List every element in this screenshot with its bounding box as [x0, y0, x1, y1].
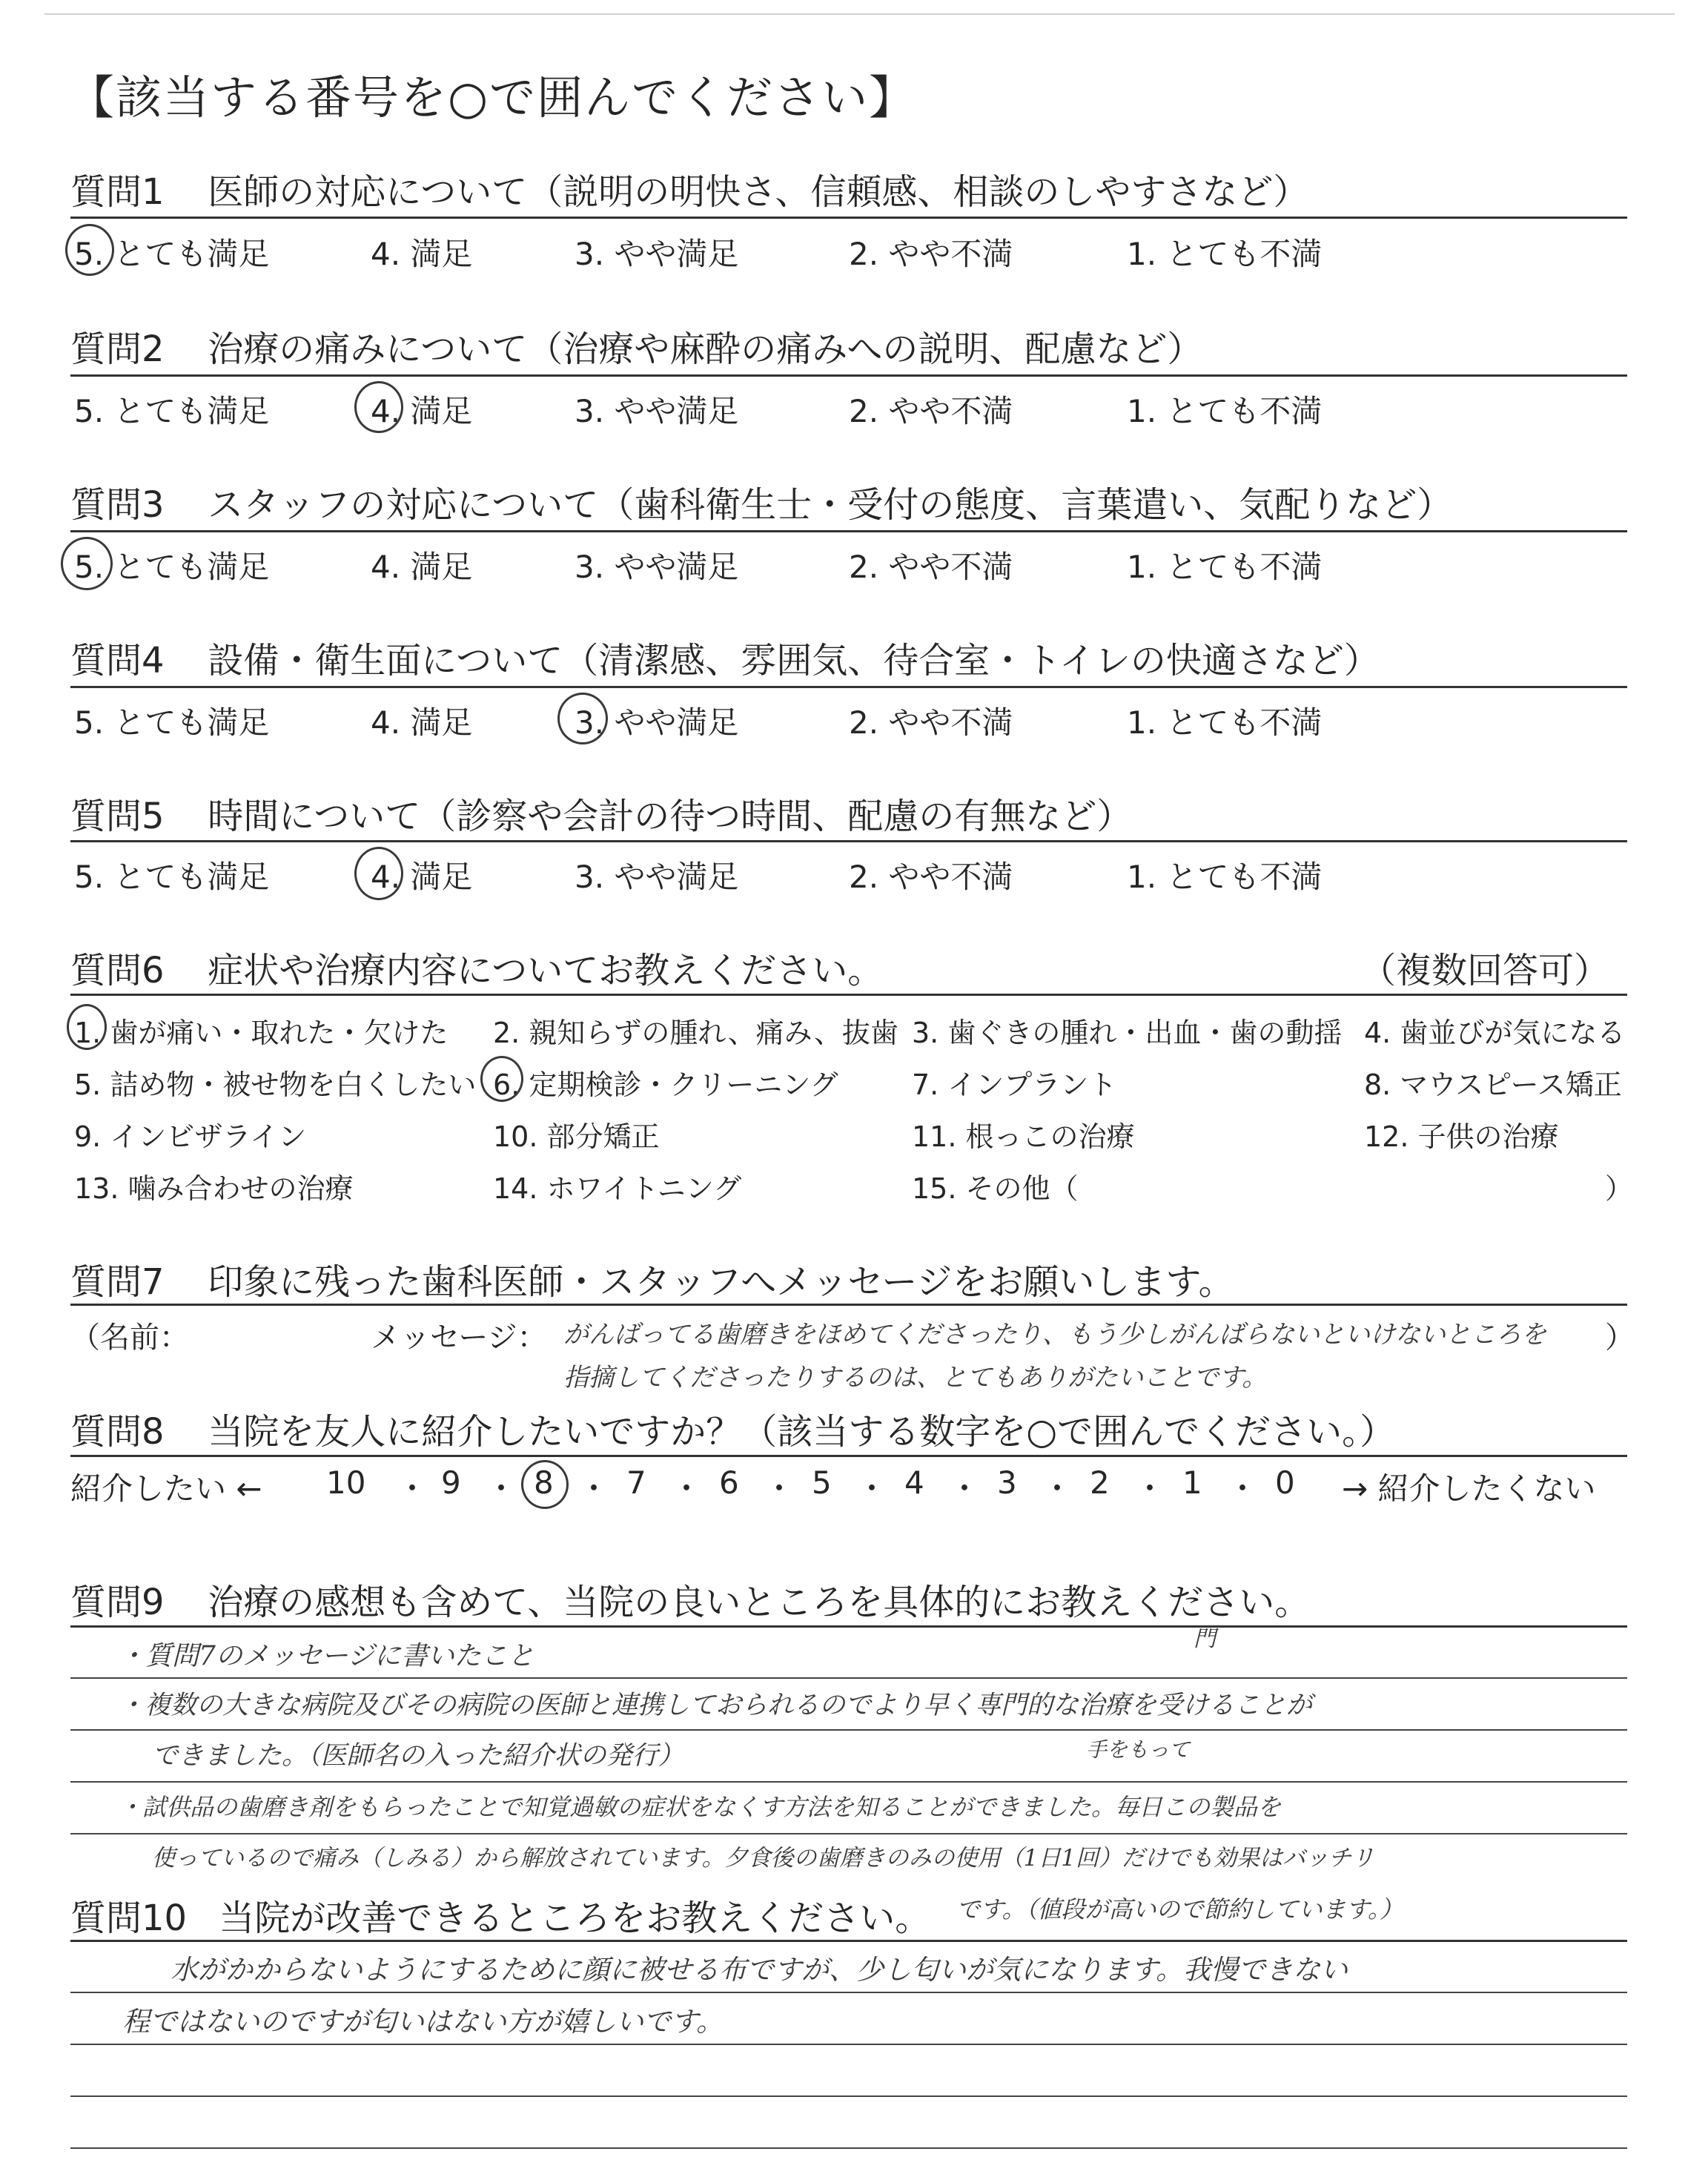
symptom-option-9[interactable]: 9. インビザライン: [74, 1120, 307, 1153]
symptom-option-8[interactable]: 8. マウスピース矯正: [1364, 1069, 1622, 1101]
question-1: [70, 163, 1627, 222]
q9-answer-line-6: です。（値段が高いので節約しています。）: [956, 1895, 1403, 1923]
q9-margin-note-2: 手をもって: [1086, 1737, 1191, 1762]
scale-3[interactable]: 3: [997, 1464, 1017, 1501]
question-text: 治療の感想も含めて、当院の良いところを具体的にお教えください。: [208, 1582, 1311, 1623]
symptom-option-4[interactable]: 4. 歯並びが気になる: [1364, 1017, 1626, 1049]
option-1[interactable]: 1. とても不満: [1127, 236, 1323, 272]
option-3[interactable]: 3. やや満足: [575, 393, 739, 429]
scale-left-label: 紹介したい ←: [70, 1470, 262, 1507]
question-rule: [70, 1940, 1627, 1942]
option-4[interactable]: 4. 満足: [371, 704, 473, 741]
symptom-option-6[interactable]: 6. 定期検診・クリーニング: [493, 1069, 838, 1101]
q10-answer-line-1: 水がかからないようにするために顔に被せる布ですが、少し匂いが気になります。我慢できない: [171, 1954, 1348, 1986]
q6-options: [74, 1010, 1634, 1262]
symptom-option-2[interactable]: 2. 親知らずの腫れ、痛み、抜歯: [493, 1017, 898, 1049]
question-number: 質問4: [70, 640, 165, 681]
symptom-option-3[interactable]: 3. 歯ぐきの腫れ・出血・歯の動揺: [912, 1017, 1343, 1049]
selection-circle: [354, 847, 403, 900]
recommend-scale: 紹介したい ← 10 ・ 9 ・ 8 ・ 7 ・ 6 ・ 5 ・ 4 ・ 3 ・ 2 ・ 1 ・ 0 → 紹介したくない: [70, 1464, 1627, 1516]
option-3[interactable]: 3. やや満足: [575, 704, 739, 741]
symptom-option-5[interactable]: 5. 詰め物・被せ物を白くしたい: [74, 1069, 477, 1101]
option-5[interactable]: 5. とても満足: [74, 393, 270, 429]
scale-6[interactable]: 6: [719, 1464, 739, 1501]
question-text: 当院を友人に紹介したいですか？（該当する数字を○で囲んでください。）: [208, 1411, 1396, 1453]
scale-10[interactable]: 10: [326, 1464, 366, 1501]
q2-options: [74, 387, 1631, 439]
option-1[interactable]: 1. とても不満: [1127, 859, 1323, 895]
question-rule: [70, 530, 1627, 532]
question-3: [70, 476, 1627, 535]
answer-line: [70, 1677, 1627, 1679]
option-5[interactable]: 5. とても満足: [74, 859, 270, 895]
question-text: 印象に残った歯科医師・スタッフへメッセージをお願いします。: [208, 1261, 1234, 1303]
symptom-option-15[interactable]: 15. その他（: [912, 1172, 1079, 1205]
name-label: （名前：: [70, 1321, 189, 1355]
question-number: 質問6: [70, 950, 165, 991]
question-8: [70, 1403, 1627, 1462]
q9-answer-line-4: ・試供品の歯磨き剤をもらったことで知覚過敏の症状をなくす方法を知ることができました。毎日この製品を: [119, 1793, 1282, 1821]
question-number: 質問2: [70, 328, 165, 370]
answer-line: [70, 2095, 1627, 2097]
selection-circle: [67, 1004, 107, 1050]
scale-5[interactable]: 5: [812, 1464, 832, 1501]
question-rule: [70, 1455, 1627, 1457]
answer-line: [70, 1992, 1627, 1993]
question-6: [70, 942, 1627, 1001]
question-rule: [70, 686, 1627, 688]
message-label: メッセージ：: [371, 1321, 547, 1355]
selection-circle: [521, 1460, 569, 1509]
q3-options: [74, 543, 1631, 595]
scale-0[interactable]: 0: [1275, 1464, 1295, 1501]
question-text: 医師の対応について（説明の明快さ、信頼感、相談のしやすさなど）: [208, 171, 1309, 213]
option-3[interactable]: 3. やや満足: [575, 549, 739, 585]
multiple-answers-note: （複数回答可）: [1360, 950, 1610, 991]
page-title: 【該当する番号を○で囲んでください】: [68, 70, 917, 125]
question-text: 当院が改善できるところをお教えください。: [219, 1898, 931, 1939]
option-2[interactable]: 2. やや不満: [849, 704, 1013, 741]
question-rule: [70, 374, 1627, 377]
question-text: 症状や治療内容についてお教えください。: [208, 950, 884, 991]
option-1[interactable]: 1. とても不満: [1127, 393, 1323, 429]
answer-line: [70, 1833, 1627, 1834]
q4-options: [74, 698, 1631, 750]
option-1[interactable]: 1. とても不満: [1127, 549, 1323, 585]
question-4: [70, 632, 1627, 691]
question-text: 時間について（診察や会計の待つ時間、配慮の有無など）: [208, 796, 1133, 837]
option-5[interactable]: 5. とても満足: [74, 704, 270, 741]
scale-right-label: → 紹介したくない: [1342, 1470, 1596, 1507]
question-number: 質問1: [70, 171, 165, 213]
question-number: 質問3: [70, 484, 165, 526]
question-5: [70, 787, 1627, 847]
question-rule: [70, 217, 1627, 219]
scale-2[interactable]: 2: [1090, 1464, 1110, 1501]
message-close-paren: ）: [1605, 1321, 1635, 1355]
option-5[interactable]: 5. とても満足: [74, 549, 270, 585]
q9-answer-line-2: ・複数の大きな病院及びその病院の医師と連携しておられるのでより早く専門的な治療を受けることが: [119, 1691, 1313, 1720]
question-number: 質問5: [70, 796, 165, 837]
answer-line: [70, 2044, 1627, 2045]
selection-circle: [354, 381, 403, 433]
question-rule: [70, 1304, 1627, 1306]
question-text: 設備・衛生面について（清潔感、雰囲気、待合室・トイレの快適さなど）: [208, 640, 1380, 681]
q10-answer-line-2: 程ではないのですが匂いはない方が嬉しいです。: [122, 2006, 724, 2038]
option-2[interactable]: 2. やや不満: [849, 859, 1013, 895]
option-2[interactable]: 2. やや不満: [849, 549, 1013, 585]
question-rule: [70, 840, 1627, 842]
option-4[interactable]: 4. 満足: [371, 549, 473, 585]
question-number: 質問7: [70, 1261, 165, 1303]
q9-answer-line-3: できました。（医師名の入った紹介状の発行）: [152, 1741, 684, 1771]
symptom-option-14[interactable]: 14. ホワイトニング: [493, 1172, 742, 1205]
q9-answer-line-5: 使っているので痛み（しみる）から解放されています。夕食後の歯磨きのみの使用（1日1回）だけでも効果はバッチリ: [152, 1845, 1374, 1872]
question-number: 質問9: [70, 1582, 165, 1623]
option-4[interactable]: 4. 満足: [371, 859, 473, 895]
question-text: スタッフの対応について（歯科衛生士・受付の態度、言葉遣い、気配りなど）: [208, 484, 1453, 526]
question-text: 治療の痛みについて（治療や麻酔の痛みへの説明、配慮など）: [208, 328, 1203, 370]
q9-answer-line-1: ・質問7のメッセージに書いたこと: [119, 1641, 534, 1671]
question-rule: [70, 994, 1627, 996]
option-3[interactable]: 3. やや満足: [575, 236, 739, 272]
option-2[interactable]: 2. やや不満: [849, 393, 1013, 429]
option-5[interactable]: 5. とても満足: [74, 236, 270, 272]
q1-options: [74, 230, 1631, 282]
question-number: 質問10: [70, 1898, 188, 1939]
answer-line: [70, 1729, 1627, 1731]
symptom-option-13[interactable]: 13. 噛み合わせの治療: [74, 1172, 354, 1205]
option-2[interactable]: 2. やや不満: [849, 236, 1013, 272]
symptom-option-7[interactable]: 7. インプラント: [912, 1069, 1117, 1101]
symptom-option-12[interactable]: 12. 子供の治療: [1364, 1120, 1559, 1153]
top-border: [44, 13, 1675, 15]
option-4[interactable]: 4. 満足: [371, 393, 473, 429]
handwritten-message-line-2: 指摘してくださったりするのは、とてもありがたいことです。: [563, 1363, 1268, 1393]
option-3[interactable]: 3. やや満足: [575, 859, 739, 895]
symptom-option-11[interactable]: 11. 根っこの治療: [912, 1120, 1135, 1153]
handwritten-message-line-1: がんばってる歯磨きをほめてくださったり、もう少しがんばらないといけないところを: [563, 1320, 1546, 1350]
question-9: [70, 1573, 1627, 1633]
question-rule: [70, 1625, 1627, 1628]
q5-options: [74, 853, 1631, 905]
selection-circle: [65, 224, 114, 276]
question-number: 質問8: [70, 1411, 165, 1453]
question-2: [70, 320, 1627, 380]
selection-circle: [61, 537, 113, 590]
selection-circle: [480, 1056, 523, 1102]
symptom-option-1[interactable]: 1. 歯が痛い・取れた・欠けた: [74, 1017, 448, 1049]
option-1[interactable]: 1. とても不満: [1127, 704, 1323, 741]
option-4[interactable]: 4. 満足: [371, 236, 473, 272]
answer-line: [70, 1781, 1627, 1783]
scale-4[interactable]: 4: [904, 1464, 924, 1501]
symptom-option-10[interactable]: 10. 部分矯正: [493, 1120, 660, 1153]
scale-7[interactable]: 7: [626, 1464, 646, 1501]
selection-circle: [557, 693, 608, 744]
scale-9[interactable]: 9: [441, 1464, 461, 1501]
scale-1[interactable]: 1: [1182, 1464, 1202, 1501]
q9-margin-note-1: 門: [1194, 1626, 1216, 1652]
answer-line: [70, 2147, 1627, 2149]
scale-8[interactable]: 8: [534, 1464, 554, 1501]
other-close-paren: ）: [1605, 1172, 1634, 1205]
